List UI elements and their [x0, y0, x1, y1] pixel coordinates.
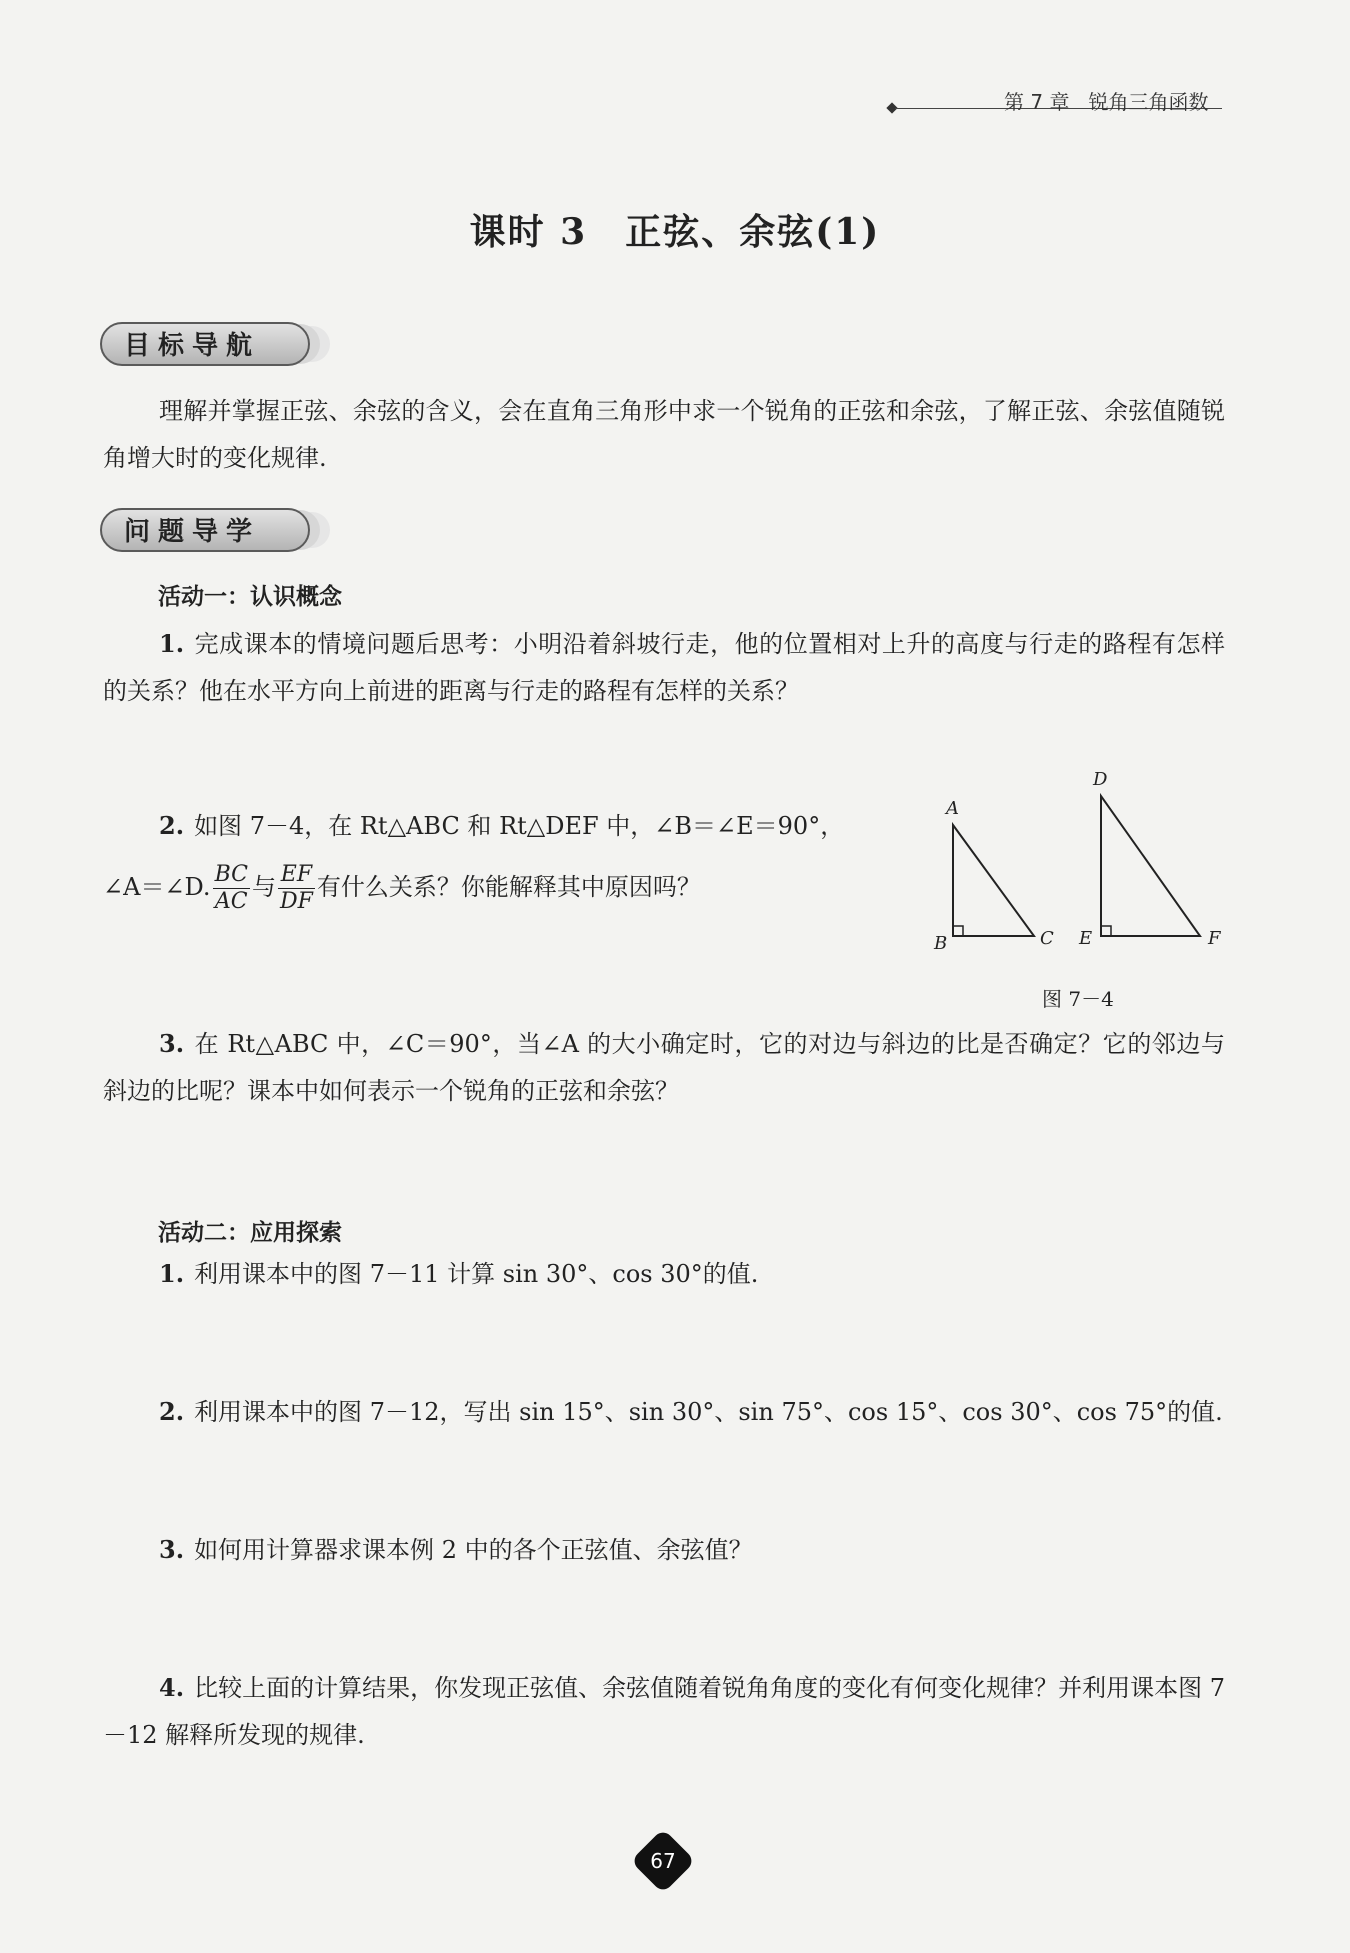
a1-q1-number: 1.: [159, 629, 185, 658]
label-c: C: [1040, 928, 1054, 949]
frac2-denominator: DF: [280, 889, 313, 914]
frac2-numerator: EF: [278, 862, 315, 889]
a1-question-1: [103, 620, 1225, 715]
activity1-title: 活动一：认识概念: [158, 584, 342, 610]
goals-text: 理解并掌握正弦、余弦的含义，会在直角三角形中求一个锐角的正弦和余弦，了解正弦、余弦值随锐角增大时的变化规律.: [103, 397, 1225, 472]
a2-q3-number: 3.: [159, 1535, 185, 1564]
a1-q2-rest: 有什么关系？你能解释其中原因吗？: [316, 873, 701, 901]
a1-q2-mid: 与: [252, 873, 276, 901]
label-b: B: [934, 933, 948, 954]
a1-q2-angles: ∠A＝∠D.: [103, 873, 211, 901]
a1-q3-number: 3.: [159, 1029, 185, 1058]
a1-question-2-line2: [103, 862, 903, 915]
a1-question-3: [103, 1020, 1225, 1115]
a1-q2-line1: 如图 7－4，在 Rt△ABC 和 Rt△DEF 中，∠B＝∠E＝90°，: [194, 812, 845, 840]
running-header: [1004, 86, 1209, 115]
a2-question-4: [103, 1664, 1225, 1759]
fraction-bc-ac: [213, 862, 250, 915]
lesson-title: 课时 3 正弦、余弦(1): [469, 211, 881, 253]
a2-q4-number: 4.: [159, 1673, 185, 1702]
right-angle-mark-e: [1101, 926, 1111, 936]
a2-question-3: [103, 1526, 1225, 1574]
a2-question-2: [103, 1388, 1225, 1436]
a1-q1-text: 完成课本的情境问题后思考：小明沿着斜坡行走，他的位置相对上升的高度与行走的路程有怎样的关系？他在水平方向上前进的距离与行走的路程有怎样的关系？: [103, 630, 1225, 705]
chapter-number: 第 7 章: [1004, 90, 1070, 114]
label-a: A: [946, 798, 959, 819]
a2-q2-text: 利用课本中的图 7－12，写出 sin 15°、sin 30°、sin 75°、cos 15°、cos 30°、cos 75°的值.: [194, 1398, 1223, 1426]
a1-question-2-line1: [159, 802, 939, 850]
a1-q2-number: 2.: [159, 811, 185, 840]
a2-q1-text: 利用课本中的图 7－11 计算 sin 30°、cos 30°的值.: [194, 1260, 759, 1288]
triangle-abc: [953, 825, 1034, 936]
label-d: D: [1093, 769, 1108, 790]
guide-badge: 问题导学: [100, 508, 310, 552]
a2-question-1: [103, 1250, 1225, 1298]
label-f: F: [1208, 928, 1221, 949]
frac1-numerator: BC: [214, 862, 248, 887]
fraction-ef-df: [278, 862, 315, 915]
activity2-title: 活动二：应用探索: [158, 1220, 342, 1246]
goals-badge: 目标导航: [100, 322, 310, 366]
right-angle-mark-b: [953, 926, 963, 936]
a1-q3-text: 在 Rt△ABC 中，∠C＝90°，当∠A 的大小确定时，它的对边与斜边的比是否确定？它的邻边与斜边的比呢？课本中如何表示一个锐角的正弦和余弦？: [103, 1030, 1225, 1105]
chapter-title: 锐角三角函数: [1088, 90, 1209, 114]
a2-q2-number: 2.: [159, 1397, 185, 1426]
a2-q1-number: 1.: [159, 1259, 185, 1288]
triangle-def: [1101, 796, 1200, 936]
figure-caption: 图 7－4: [1042, 987, 1114, 1011]
frac1-denominator: AC: [214, 889, 248, 914]
a2-q3-text: 如何用计算器求课本例 2 中的各个正弦值、余弦值？: [194, 1536, 753, 1564]
label-e: E: [1079, 928, 1093, 949]
a2-q4-text: 比较上面的计算结果，你发现正弦值、余弦值随着锐角角度的变化有何变化规律？并利用课本图 7－12 解释所发现的规律.: [103, 1674, 1225, 1749]
page-number: 67: [650, 1849, 676, 1873]
